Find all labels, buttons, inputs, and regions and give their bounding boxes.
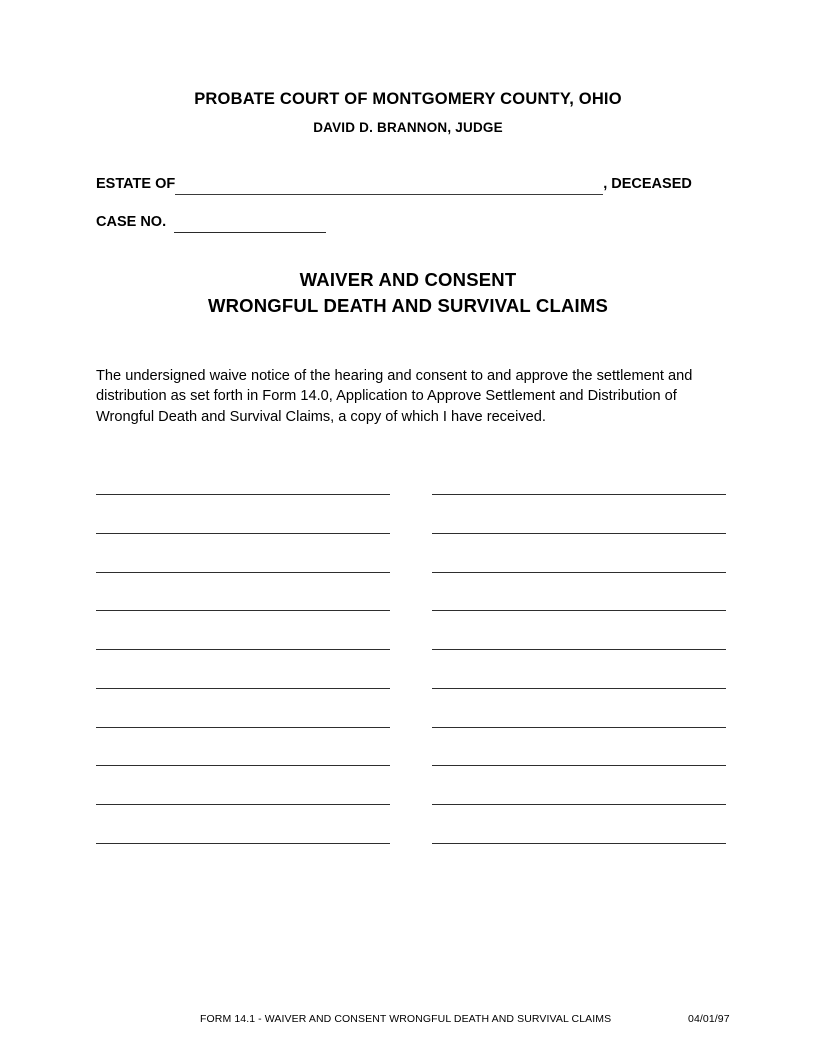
signature-line-right[interactable] bbox=[432, 843, 726, 844]
signature-line-right[interactable] bbox=[432, 765, 726, 766]
signature-line-left[interactable] bbox=[96, 843, 390, 844]
signature-line-right[interactable] bbox=[432, 533, 726, 534]
document-title-line-2: WRONGFUL DEATH AND SURVIVAL CLAIMS bbox=[207, 295, 609, 316]
estate-of-row bbox=[96, 176, 736, 198]
case-number-label: CASE NO. bbox=[96, 214, 167, 230]
signature-line-left[interactable] bbox=[96, 727, 390, 728]
body-paragraph: The undersigned waive notice of the hearing and consent to and approve the settlement and distribution as set forth in Form 14.0, Application to Approve Settlement and Distribution of Wrongful Death and Survival Claims, a copy of which I have received. bbox=[96, 368, 693, 425]
estate-of-label: ESTATE OF bbox=[96, 176, 176, 192]
signature-line-left[interactable] bbox=[96, 688, 390, 689]
document-title-line-1: WAIVER AND CONSENT bbox=[299, 269, 517, 290]
signature-line-left[interactable] bbox=[96, 494, 390, 495]
signature-line-right[interactable] bbox=[432, 727, 726, 728]
footer-form-label: FORM 14.1 - WAIVER AND CONSENT WRONGFUL DEATH AND SURVIVAL CLAIMS bbox=[200, 1013, 612, 1025]
signature-line-right[interactable] bbox=[432, 572, 726, 573]
document-title bbox=[0, 267, 816, 319]
signature-line-left[interactable] bbox=[96, 572, 390, 573]
signature-line-left[interactable] bbox=[96, 804, 390, 805]
signature-line-right[interactable] bbox=[432, 494, 726, 495]
footer-revision-date: 04/01/97 bbox=[688, 1013, 730, 1025]
case-number-input-rule[interactable] bbox=[174, 232, 326, 234]
signature-line-right[interactable] bbox=[432, 610, 726, 611]
signature-line-right[interactable] bbox=[432, 804, 726, 805]
signature-line-right[interactable] bbox=[432, 688, 726, 689]
signature-line-left[interactable] bbox=[96, 533, 390, 534]
case-number-row bbox=[96, 214, 326, 236]
signature-line-left[interactable] bbox=[96, 610, 390, 611]
court-title: PROBATE COURT OF MONTGOMERY COUNTY, OHIO bbox=[194, 90, 622, 108]
signature-line-left[interactable] bbox=[96, 649, 390, 650]
signature-line-left[interactable] bbox=[96, 765, 390, 766]
signature-line-right[interactable] bbox=[432, 649, 726, 650]
judge-name: DAVID D. BRANNON, JUDGE bbox=[313, 120, 503, 135]
estate-of-input-rule[interactable] bbox=[175, 194, 603, 195]
deceased-label: , DECEASED bbox=[603, 176, 692, 192]
